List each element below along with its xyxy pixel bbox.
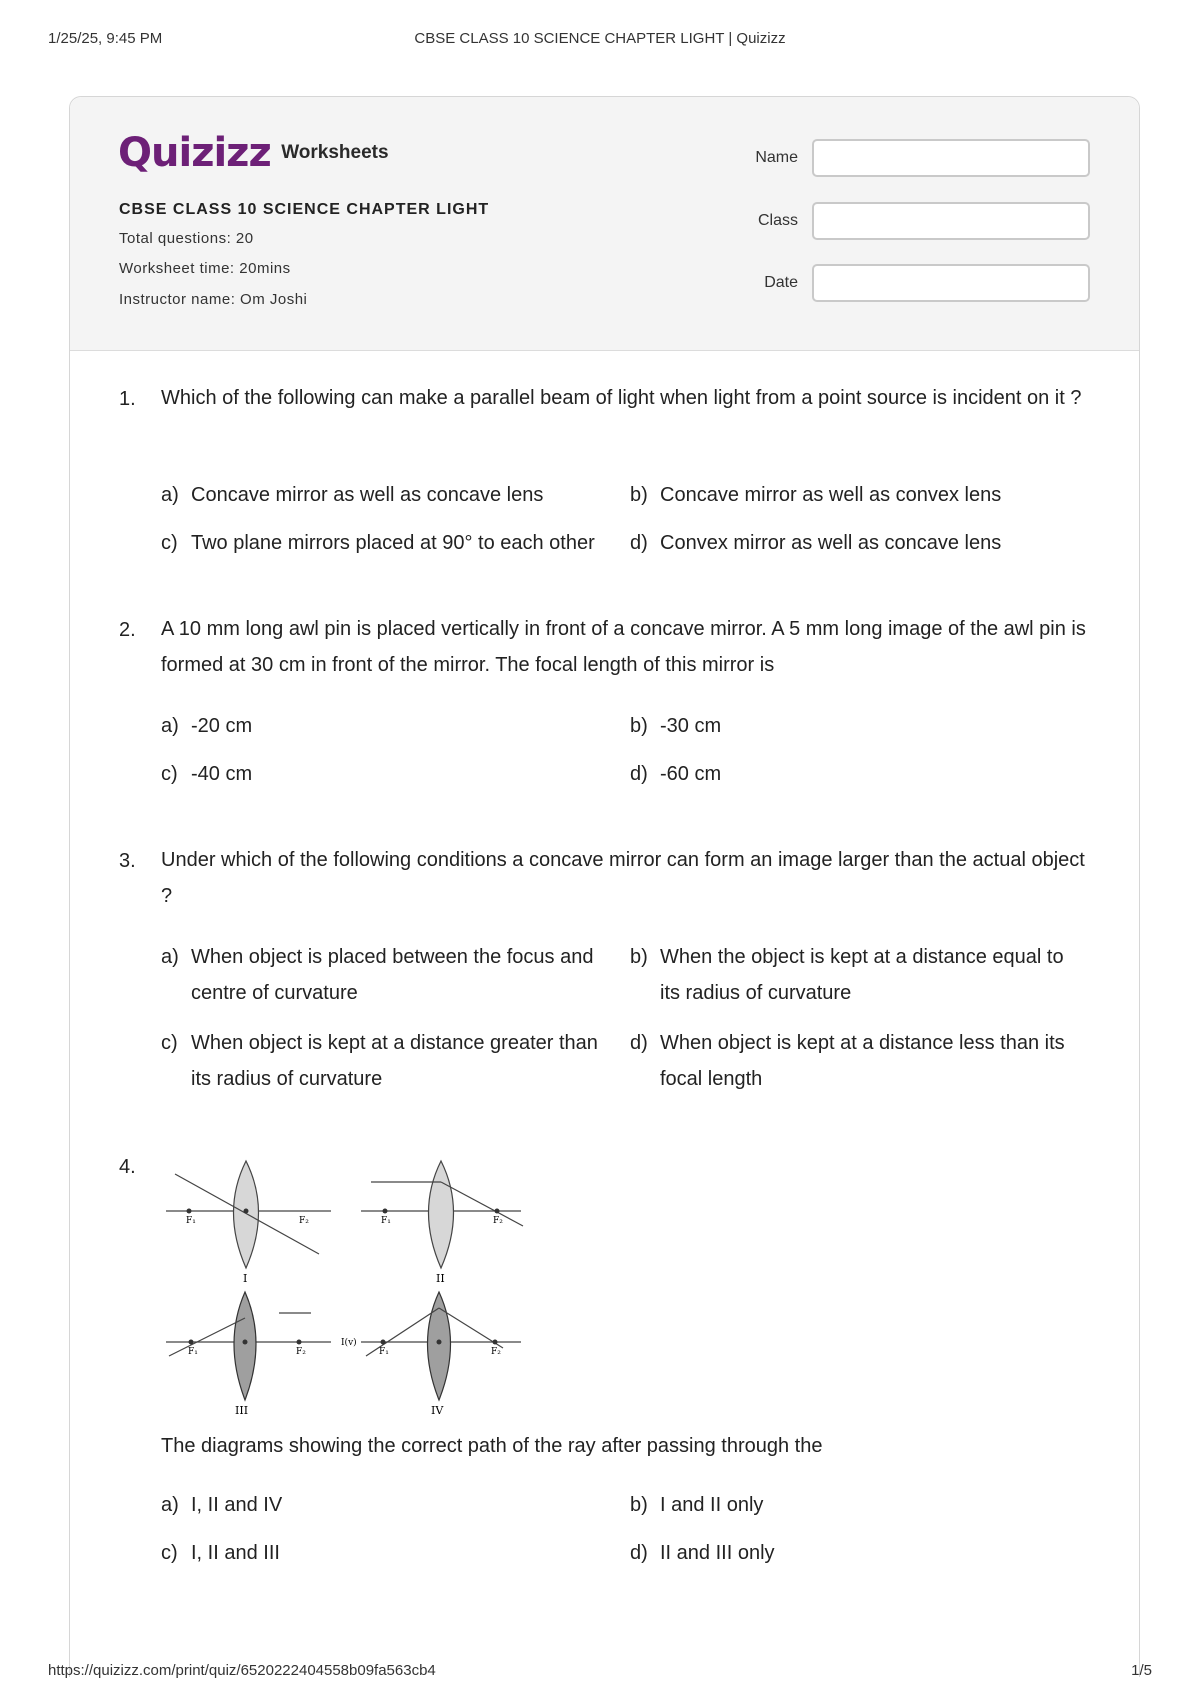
option-text: When the object is kept at a distance equal to its radius of curvature <box>660 946 1064 1004</box>
option-letter: b) <box>630 484 648 506</box>
option-letter: c) <box>161 1032 178 1054</box>
worksheet-header <box>70 97 1139 351</box>
worksheet-title: CBSE CLASS 10 SCIENCE CHAPTER LIGHT <box>119 201 490 218</box>
question-number: 1. <box>119 388 136 410</box>
print-header <box>48 30 1152 50</box>
option-letter: d) <box>630 763 648 785</box>
option-d[interactable] <box>630 1025 1070 1097</box>
option-c[interactable] <box>161 756 601 792</box>
convex-lens <box>234 1161 259 1268</box>
option-letter: c) <box>161 1542 178 1564</box>
print-footer <box>48 1662 1152 1682</box>
lens-ray-diagrams <box>161 1156 551 1442</box>
option-a[interactable] <box>161 1487 601 1523</box>
diagram-label: II <box>436 1272 445 1285</box>
page-number: 1/5 <box>1131 1662 1152 1679</box>
option-letter: a) <box>161 715 179 737</box>
diagram-label: I <box>243 1272 248 1285</box>
option-letter: c) <box>161 532 178 554</box>
question-text: A 10 mm long awl pin is placed vertically in front of a concave mirror. A 5 mm long image of the awl pin is formed at 30 cm in front of the mirror. The focal length of this mirror is <box>161 618 1086 676</box>
question-number: 3. <box>119 850 136 872</box>
option-letter: d) <box>630 1032 648 1054</box>
option-c[interactable] <box>161 1025 601 1097</box>
diagram-4 <box>341 1292 521 1417</box>
instructor-name: Instructor name: Om Joshi <box>119 291 308 308</box>
option-d[interactable] <box>630 756 1070 792</box>
diagram-3 <box>166 1292 331 1417</box>
focus-label: F₁ <box>188 1347 198 1357</box>
focus-label: F₁ <box>186 1216 196 1226</box>
option-text: -20 cm <box>191 715 253 737</box>
option-b[interactable] <box>630 477 1070 513</box>
diagram-label: III <box>235 1404 249 1417</box>
convex-lens <box>234 1292 256 1400</box>
option-text: When object is kept at a distance less than its focal length <box>660 1032 1065 1090</box>
question-number: 4. <box>119 1156 136 1178</box>
date-field[interactable] <box>812 264 1090 302</box>
option-letter: a) <box>161 1494 179 1516</box>
option-a[interactable] <box>161 708 601 744</box>
brand-name: Quizizz <box>118 130 271 176</box>
option-letter: d) <box>630 532 648 554</box>
option-b[interactable] <box>630 939 1070 1011</box>
option-letter: a) <box>161 946 179 968</box>
option-letter: a) <box>161 484 179 506</box>
convex-lens <box>429 1161 454 1268</box>
class-field[interactable] <box>812 202 1090 240</box>
focus-label: F₂ <box>493 1216 503 1226</box>
option-letter: c) <box>161 763 178 785</box>
option-b[interactable] <box>630 1487 1070 1523</box>
focus-label: F₁ <box>381 1216 391 1226</box>
product-name: Worksheets <box>281 142 389 163</box>
question-number: 2. <box>119 619 136 641</box>
diagram-2 <box>361 1161 523 1285</box>
option-text: -30 cm <box>660 715 722 737</box>
option-letter: b) <box>630 946 648 968</box>
option-text: Convex mirror as well as concave lens <box>660 532 1002 554</box>
print-date: 1/25/25, 9:45 PM <box>48 30 163 47</box>
focus-label: F₂ <box>299 1216 309 1226</box>
option-letter: b) <box>630 1494 648 1516</box>
focus-label: F₂ <box>491 1347 501 1357</box>
option-text: I, II and IV <box>191 1494 283 1516</box>
option-text: When object is placed between the focus and centre of curvature <box>191 946 594 1004</box>
option-d[interactable] <box>630 525 1070 561</box>
question-text: Under which of the following conditions a concave mirror can form an image larger than the actual object ? <box>161 849 1085 907</box>
option-c[interactable] <box>161 1535 601 1571</box>
name-label: Name <box>755 149 798 166</box>
option-text: I, II and III <box>191 1542 280 1564</box>
diagram-1 <box>166 1161 331 1285</box>
option-text: When object is kept at a distance greater than its radius of curvature <box>191 1032 598 1090</box>
option-text: Concave mirror as well as convex lens <box>660 484 1002 506</box>
option-text: -40 cm <box>191 763 253 785</box>
diagram-tag: I(v) <box>341 1338 357 1348</box>
worksheet <box>69 96 1140 1677</box>
total-questions: Total questions: 20 <box>119 230 254 247</box>
name-field[interactable] <box>812 139 1090 177</box>
option-a[interactable] <box>161 939 601 1011</box>
focus-label: F₁ <box>379 1347 389 1357</box>
diagram-label: IV <box>431 1404 444 1417</box>
option-c[interactable] <box>161 525 601 561</box>
class-label: Class <box>757 212 798 229</box>
option-text: II and III only <box>660 1542 775 1564</box>
focus-label: F₂ <box>296 1347 306 1357</box>
question-text: Which of the following can make a parallel beam of light when light from a point source is incident on it ? <box>161 387 1082 409</box>
option-text: Concave mirror as well as concave lens <box>191 484 544 506</box>
quizizz-logo <box>118 131 389 175</box>
lens-diagrams-figure <box>161 1156 551 1436</box>
option-letter: d) <box>630 1542 648 1564</box>
option-text: I and II only <box>660 1494 764 1516</box>
option-b[interactable] <box>630 708 1070 744</box>
option-text: Two plane mirrors placed at 90° to each other <box>191 532 595 554</box>
worksheet-time: Worksheet time: 20mins <box>119 260 291 277</box>
print-url: https://quizizz.com/print/quiz/6520222404558b09fa563cb4 <box>48 1662 436 1679</box>
option-d[interactable] <box>630 1535 1070 1571</box>
option-text: -60 cm <box>660 763 722 785</box>
date-label: Date <box>764 274 798 291</box>
question-text: The diagrams showing the correct path of the ray after passing through the <box>161 1435 823 1457</box>
option-letter: b) <box>630 715 648 737</box>
print-title: CBSE CLASS 10 SCIENCE CHAPTER LIGHT | Quizizz <box>414 30 786 47</box>
option-a[interactable] <box>161 477 601 513</box>
